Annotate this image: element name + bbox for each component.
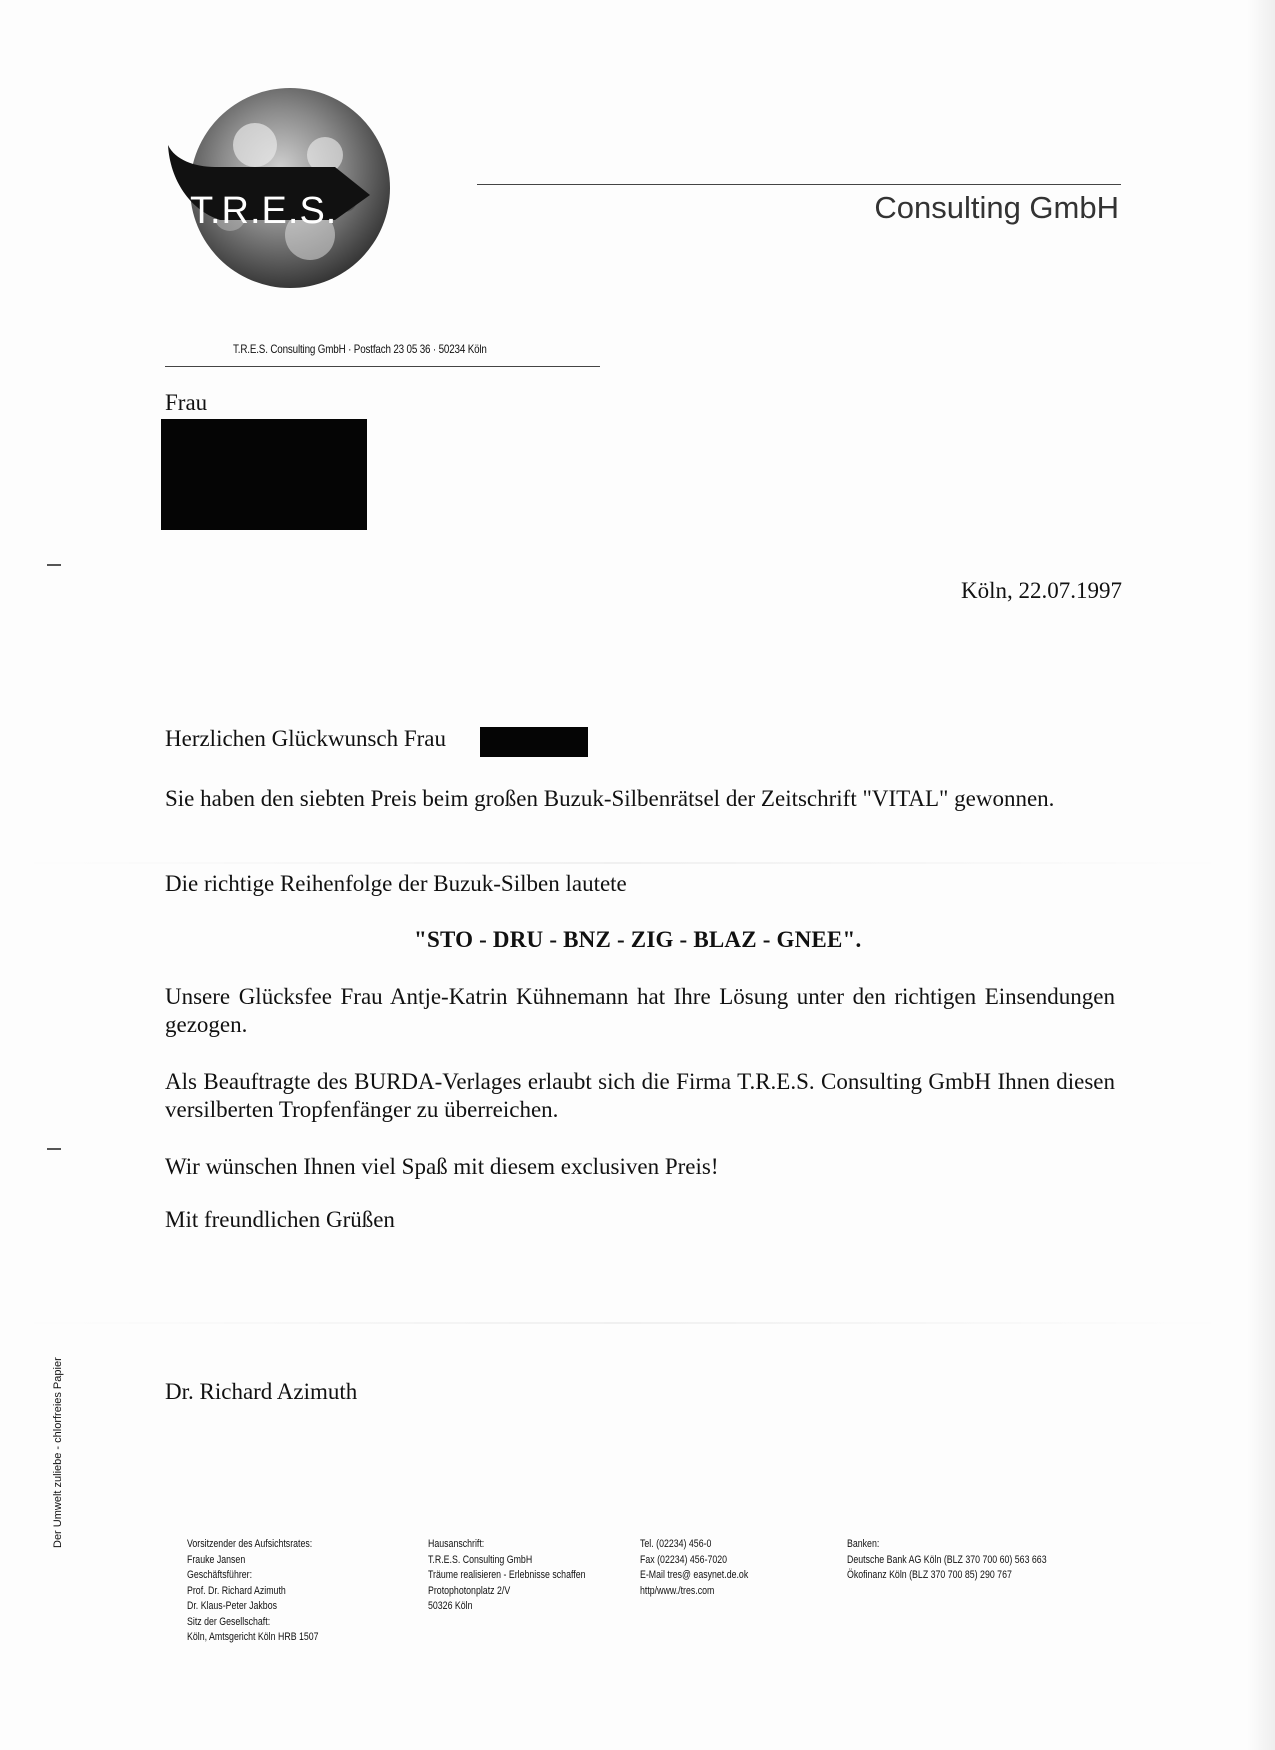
footer-line: Fax (02234) 456-7020	[640, 1553, 728, 1566]
footer-board	[187, 1537, 319, 1646]
fold-mark	[47, 564, 61, 566]
footer-line: http/www./tres.com	[640, 1584, 715, 1597]
closing: Mit freundlichen Grüßen	[165, 1207, 395, 1232]
page-edge-shadow	[1247, 0, 1275, 1750]
sender-address-line: T.R.E.S. Consulting GmbH · Postfach 23 05 36 · 50234 Köln	[233, 342, 487, 356]
footer-line: Dr. Klaus-Peter Jakbos	[187, 1600, 277, 1612]
sender-rule	[165, 366, 600, 367]
header-rule	[477, 184, 1121, 185]
footer-line: Hausanschrift:	[428, 1538, 485, 1550]
footer-line: Banken:	[847, 1538, 880, 1550]
paragraph: Die richtige Reihenfolge der Buzuk-Silben lautete	[165, 871, 627, 896]
footer-line: Frauke Jansen	[187, 1553, 246, 1566]
paragraph: Als Beauftragte des BURDA-Verlages erlaubt sich die Firma T.R.E.S. Consulting GmbH Ihnen diesen versilberten Tropfenfänger zu überreichen.	[165, 1069, 1115, 1122]
fold-mark	[47, 1148, 61, 1150]
logo-text: T.R.E.S.	[190, 190, 338, 232]
fold-line	[10, 1322, 1235, 1324]
footer-line: Köln, Amtsgericht Köln HRB 1507	[187, 1631, 319, 1643]
paragraph: Unsere Glücksfee Frau Antje-Katrin Kühnemann hat Ihre Lösung unter den richtigen Einsendungen gezogen.	[165, 984, 1115, 1037]
footer-line: Träume realisieren - Erlebnisse schaffen	[428, 1569, 586, 1581]
company-name: Consulting GmbH	[874, 190, 1119, 225]
footer-line: Sitz der Gesellschaft:	[187, 1615, 271, 1628]
signer-name: Dr. Richard Azimuth	[165, 1379, 358, 1404]
footer-line: Tel. (02234) 456-0	[640, 1538, 712, 1550]
footer-address	[428, 1537, 586, 1615]
footer-line: Prof. Dr. Richard Azimuth	[187, 1584, 286, 1597]
paragraph: Sie haben den siebten Preis beim großen Buzuk-Silbenrätsel der Zeitschrift "VITAL" gewonnen.	[165, 786, 1055, 811]
fold-line	[10, 862, 1235, 864]
solution-text: "STO - DRU - BNZ - ZIG - BLAZ - GNEE".	[414, 927, 862, 952]
footer-line: Ökofinanz Köln (BLZ 370 700 85) 290 767	[847, 1569, 1012, 1581]
paragraph: Wir wünschen Ihnen viel Spaß mit diesem exclusiven Preis!	[165, 1154, 719, 1179]
greeting: Herzlichen Glückwunsch Frau	[165, 726, 447, 751]
letter-date: Köln, 22.07.1997	[961, 578, 1122, 603]
redacted-name	[480, 727, 588, 757]
footer-line: Geschäftsführer:	[187, 1569, 253, 1581]
eco-paper-note: Der Umwelt zuliebe - chlorfreies Papier	[52, 1357, 64, 1548]
redacted-address	[161, 419, 367, 530]
footer-line: Vorsitzender des Aufsichtsrates:	[187, 1538, 313, 1550]
footer-banks	[847, 1537, 1047, 1584]
footer-line: Protophotonplatz 2/V	[428, 1584, 511, 1597]
footer-line: Deutsche Bank AG Köln (BLZ 370 700 60) 563 663	[847, 1553, 1047, 1566]
footer-line: 50326 Köln	[428, 1600, 473, 1612]
recipient-salutation: Frau	[165, 390, 208, 415]
footer-line: E-Mail tres@ easynet.de.ok	[640, 1569, 749, 1581]
footer-contact	[640, 1537, 748, 1599]
footer-line: T.R.E.S. Consulting GmbH	[428, 1553, 533, 1566]
